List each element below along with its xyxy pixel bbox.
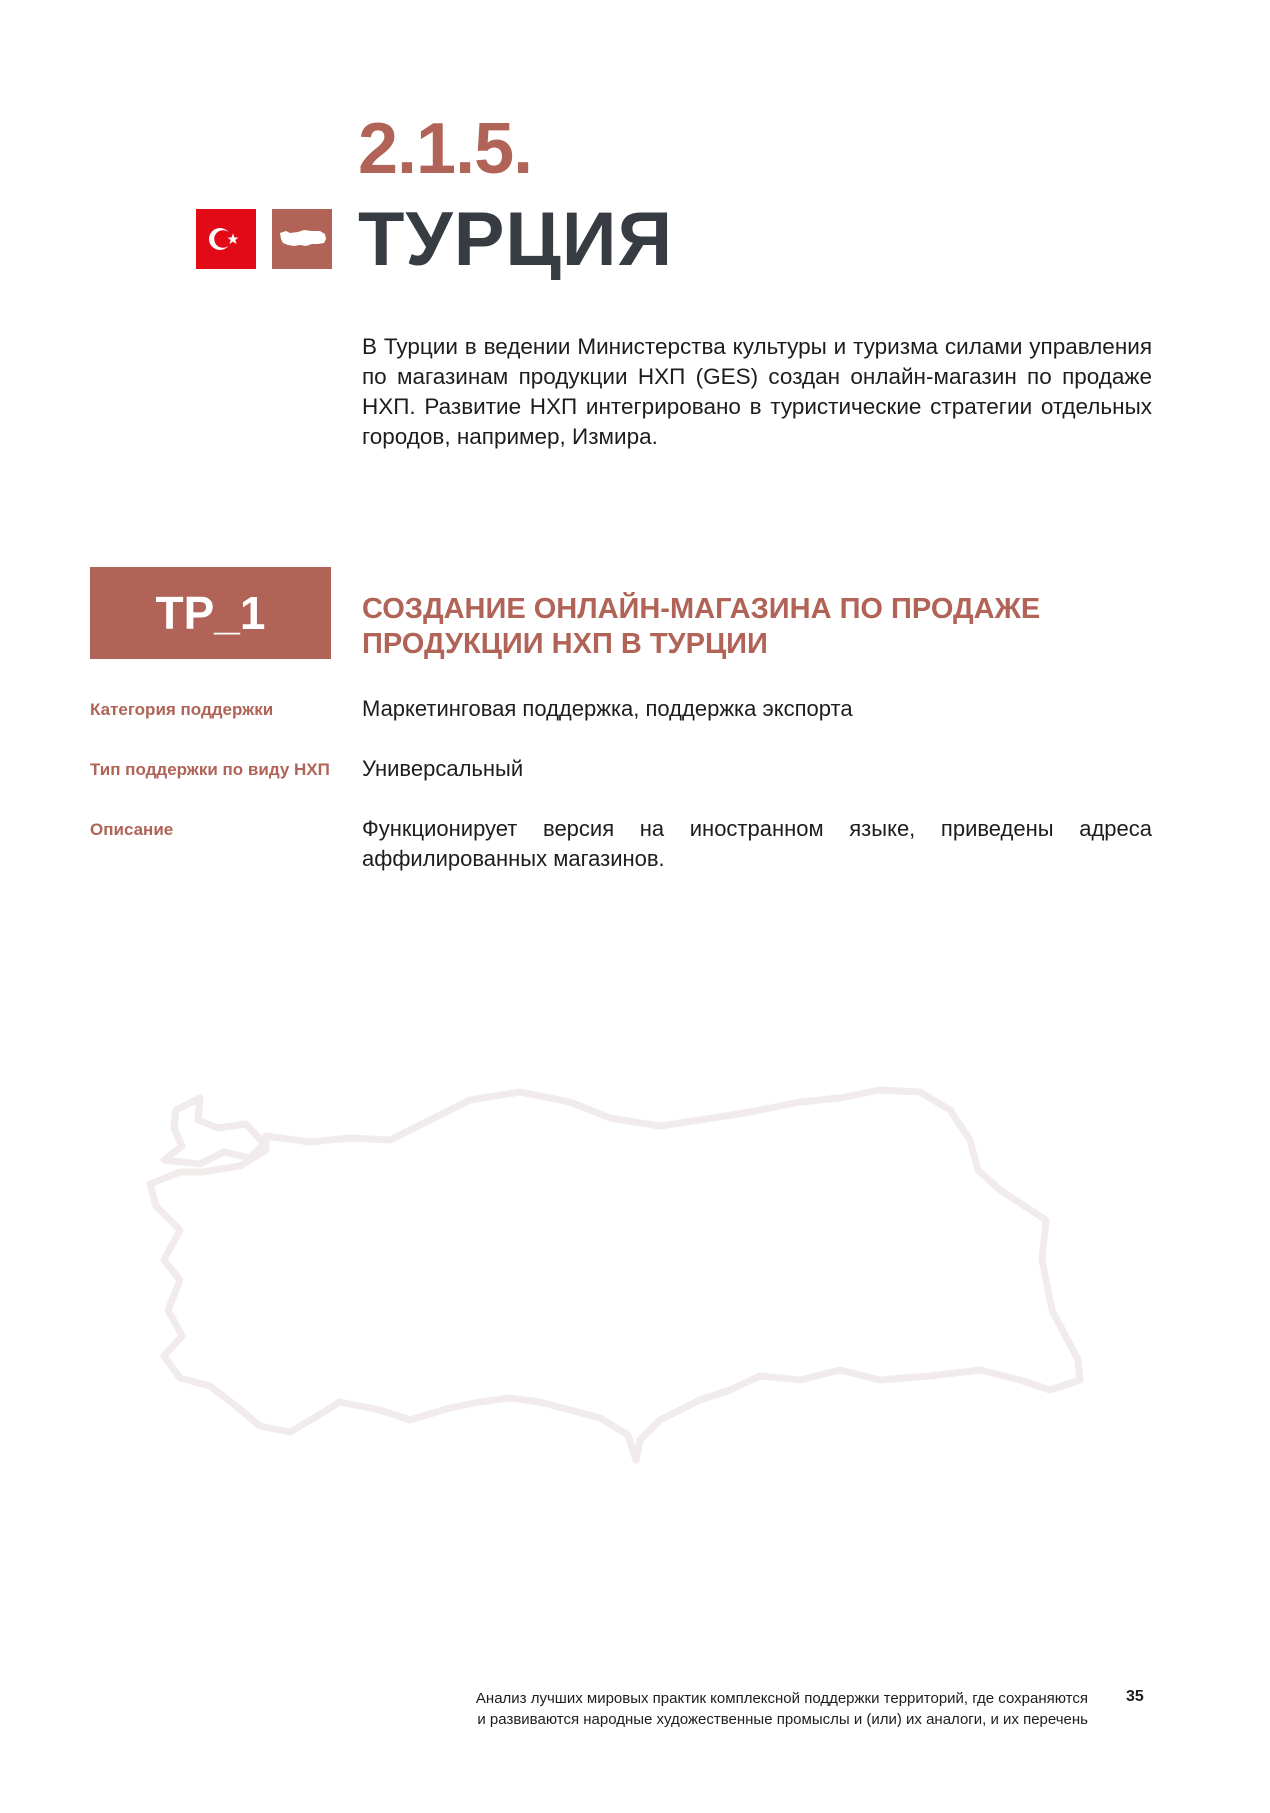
row-label-category: Категория поддержки	[90, 700, 274, 719]
footer-line-2: и развиваются народные художественные промыслы и (или) их аналоги, и их перечень	[477, 1711, 1088, 1728]
row-value-description: Функционирует версия на иностранном языке, приведены адреса аффилированных магазинов.	[362, 816, 1152, 871]
row-label-description: Описание	[90, 820, 174, 839]
page-number: 35	[1126, 1688, 1144, 1705]
turkey-outline-watermark	[140, 1080, 1100, 1485]
section-title: ТУРЦИЯ	[358, 197, 674, 282]
footer-text	[476, 1688, 1088, 1730]
footer-line-1: Анализ лучших мировых практик комплексной поддержки территорий, где сохраняются	[475, 1690, 1088, 1707]
section-number: 2.1.5.	[358, 109, 533, 189]
measure-code-badge: TP_1	[90, 567, 331, 659]
row-label-type: Тип поддержки по виду НХП	[90, 760, 330, 779]
measure-title: СОЗДАНИЕ ОНЛАЙН-МАГАЗИНА ПО ПРОДАЖЕ ПРОДУКЦИИ НХП В ТУРЦИИ	[362, 593, 1041, 660]
turkey-map-icon	[272, 209, 332, 269]
row-value-category: Маркетинговая поддержка, поддержка экспорта	[362, 696, 853, 721]
turkey-flag-icon	[196, 209, 256, 269]
intro-paragraph: В Турции в ведении Министерства культуры и туризма силами управления по магазинам продукции НХП (GES) создан онлайн-магазин по продаже НХП. Развитие НХП интегрировано в туристические стратегии отдельных городов, например, Измира.	[362, 334, 1152, 449]
row-value-type: Универсальный	[362, 756, 524, 781]
